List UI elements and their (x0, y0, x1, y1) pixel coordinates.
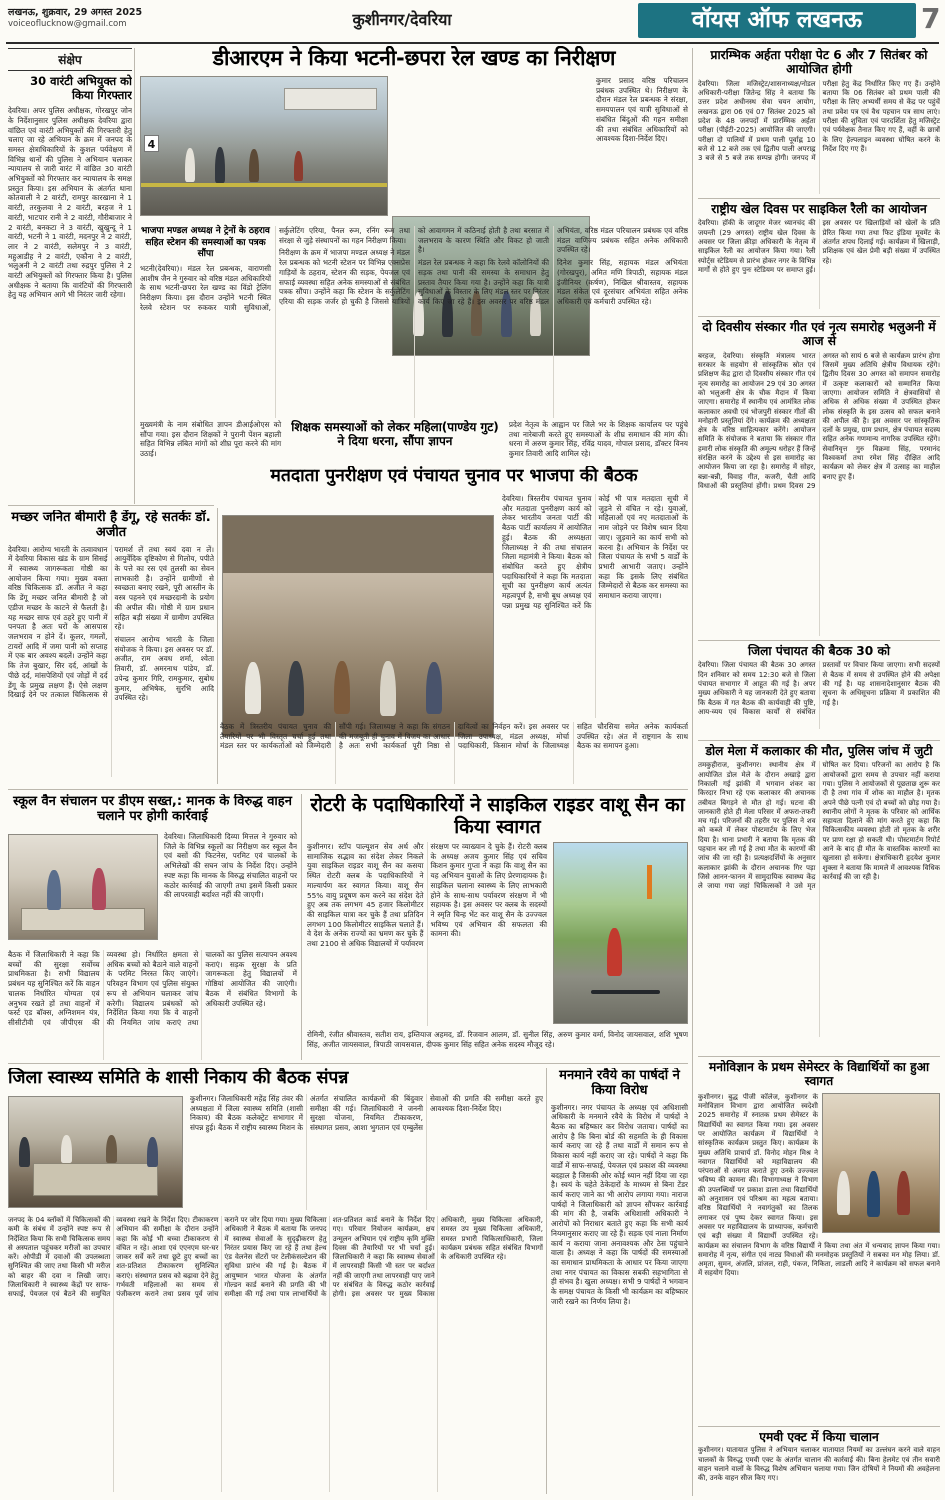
drm-lead-text: कुमार प्रसाद वरिष्ठ परिचालन प्रबंधक उपस्थित थे। निरीक्षण के दौरान मंडल रेल प्रबन्धक ने संरक्षा, समयपालन एवं यात्री सुविधाओं से संबंधित बिंदुओं की गहन समीक्षा की तथा संबंधित अधिकारियों को आवश्यक दिशा-निर्देश दिए। (596, 76, 688, 144)
article-pet-exam (698, 48, 940, 196)
dengue-headline: मच्छर जनित बीमारी है डेंगू, रहे सतर्कः डॉ. अजीत (11, 510, 211, 541)
photo-bjp-meeting (222, 515, 494, 737)
health-body-bottom: जनपद के 04 ब्लॉकों में चिकित्सकों की कमी के संबंध में उन्होंने स्पष्ट रूप से निर्देशित किया कि सभी चिकित्सक समय से अस्पताल पहुंचकर मरीजों का उपचार करें। ओपीडी में दवाओं की उपलब्धता सुनिश्चित की जाए तथा किसी भी मरीज को बाहर की दवा न लिखी जाए। जिलाधिकारी ने स्वास्थ्य केंद्रों पर साफ-सफाई, पेयजल एवं बैठने की समुचित व्यवस्था रखने के निर्देश दिए। टीकाकरण अभियान की समीक्षा के दौरान उन्होंने कहा कि कोई भी बच्चा टीकाकरण से वंचित न रहे। आशा एवं एएनएम घर-घर जाकर सर्वे करें तथा छूटे हुए बच्चों का शत-प्रतिशत टीकाकरण सुनिश्चित कराएं। संस्थागत प्रसव को बढ़ावा देने हेतु गर्भवती महिलाओं का समय से पंजीकरण कराने तथा प्रसव पूर्व जांच कराने पर जोर दिया गया। मुख्य चिकित्सा अधिकारी ने बैठक में बताया कि जनपद में स्वास्थ्य सेवाओं के सुदृढ़ीकरण हेतु निरंतर प्रयास किए जा रहे हैं तथा हेल्थ एंड वेलनेस सेंटरों पर टेलीकंसल्टेशन की सुविधा प्रारंभ की गई है। बैठक में आयुष्मान भारत योजना के अंतर्गत गोल्डन कार्ड बनाने की प्रगति की भी समीक्षा की गई तथा पात्र लाभार्थियों के शत-प्रतिशत कार्ड बनाने के निर्देश दिए गए। परिवार नियोजन कार्यक्रम, क्षय उन्मूलन अभियान एवं राष्ट्रीय कृमि मुक्ति दिवस की तैयारियों पर भी चर्चा हुई। जिलाधिकारी ने कहा कि स्वास्थ्य सेवाओं में लापरवाही किसी भी स्तर पर बर्दाश्त नहीं की जाएगी तथा लापरवाही पाए जाने पर संबंधित के विरुद्ध कठोर कार्रवाई होगी। इस अवसर पर मुख्य विकास अधिकारी, मुख्य चिकित्सा अधिकारी, समस्त उप मुख्य चिकित्सा अधिकारी, समस्त प्रभारी चिकित्साधिकारी, जिला कार्यक्रम प्रबंधक सहित संबंधित विभागों के अधिकारी उपस्थित रहे। (8, 1216, 543, 1299)
section-divider (8, 789, 688, 790)
section-divider (8, 505, 214, 506)
station-shelter (284, 88, 377, 110)
person-figure (294, 151, 303, 181)
conference-table (33, 1163, 158, 1196)
person-figure (19, 1137, 30, 1167)
person-figure (334, 661, 350, 714)
photo-dm-office (8, 834, 158, 940)
photo-health-meeting (8, 1096, 183, 1208)
article-councillor-protest (551, 1068, 688, 1494)
office-desk (21, 908, 145, 931)
protest-headline: मनमाने रवैये का पार्षदों ने किया विरोध (559, 1068, 680, 1099)
photo-cyclist (553, 842, 688, 1024)
drm-subhead: भाजपा मण्डल अध्यक्ष ने ट्रेनों के ठहराव सहित स्टेशन की समस्याओं का पत्रक सौंपा (141, 226, 270, 260)
school-van-row (8, 832, 297, 944)
photo-station-inspection (140, 76, 388, 216)
health-body-side: कुशीनगर। जिलाधिकारी महेंद्र सिंह तंवर की अध्यक्षता में जिला स्वास्थ्य समिति (शासी निकाय) की बैठक कलेक्ट्रेट सभागार में संपन्न हुई। बैठक में राष्ट्रीय स्वास्थ्य मिशन के अंतर्गत संचालित कार्यक्रमों की बिंदुवार समीक्षा की गई। जिलाधिकारी ने जननी सुरक्षा योजना, नियमित टीकाकरण, संस्थागत प्रसव, आशा भुगतान एवं एम्बुलेंस सेवाओं की प्रगति की समीक्षा करते हुए आवश्यक दिशा-निर्देश दिए। (190, 1094, 543, 1133)
section-divider (698, 1426, 940, 1427)
psych-headline: मनोविज्ञान के प्रथम सेमेस्टर के विद्यार्थियों का हुआ स्वागत (708, 1060, 930, 1089)
psych-body: कुशीनगर। बुद्ध पीजी कॉलेज, कुशीनगर के मनोविज्ञान विभाग द्वारा आयोजित स्वदेशी 2025 समारोह में स्नातक प्रथम सेमेस्टर के विद्यार्थियों का स्वागत किया गया। इस अवसर पर आयोजित कार्यक्रम में विद्यार्थियों ने सांस्कृतिक कार्यक्रम प्रस्तुत किए। कार्यक्रम के मुख्य अतिथि प्राचार्य डॉ. विनोद मोहन मिश्र ने नवागत विद्यार्थियों को महाविद्यालय की परंपराओं से अवगत कराते हुए उनके उज्ज्वल भविष्य की कामना की। विभागाध्यक्ष ने विभाग की उपलब्धियों पर प्रकाश डाला तथा विद्यार्थियों को अनुशासन एवं परिश्रम का महत्व बताया। वरिष्ठ विद्यार्थियों ने नवागंतुकों का तिलक लगाकर एवं पुष्प देकर स्वागत किया। इस अवसर पर महाविद्यालय के प्राध्यापक, कर्मचारी एवं बड़ी संख्या में विद्यार्थी उपस्थित रहे। कार्यक्रम का संचालन विभाग के वरिष्ठ विद्यार्थी ने किया तथा अंत में धन्यवाद ज्ञापन किया गया। समारोह में नृत्य, संगीत एवं नाट्य विधाओं की मनमोहक प्रस्तुतियों ने सबका मन मोह लिया। डॉ. अमृता, सुमन, अंजलि, प्रांजल, राही, पंकज, निकिता, लाडली आदि ने कार्यक्रम को सफल बनाने में सहयोग दिया। (698, 1092, 940, 1278)
bjp-headline: मतदाता पुनरीक्षण एवं पंचायत चुनाव पर भाजपा की बैठक (270, 466, 638, 486)
rally-body: देवरिया। हॉकी के जादूगर मेजर ध्यानचंद की जयन्ती (29 अगस्त) राष्ट्रीय खेल दिवस के अवसर पर जिला क्रीड़ा अधिकारी के नेतृत्व में साइकिल रैली का आयोजन किया गया। रैली स्पोर्ट्स स्टेडियम से प्रारंभ होकर नगर के विभिन्न मार्गों से होते हुए पुनः स्टेडियम पर समाप्त हुई। इस अवसर पर खिलाड़ियों को खेलों के प्रति प्रेरित किया गया तथा फिट इंडिया मूवमेंट के अंतर्गत शपथ दिलाई गई। कार्यक्रम में खिलाड़ी, प्रशिक्षक एवं खेल प्रेमी बड़ी संख्या में उपस्थित रहे। (698, 219, 940, 274)
bjp-body-side: देवरिया। त्रिस्तरीय पंचायत चुनाव और मतदाता पुनरीक्षण कार्य को लेकर भारतीय जनता पार्टी की बैठक पार्टी कार्यालय में आयोजित हुई। बैठक की अध्यक्षता जिलाध्यक्ष ने की तथा संचालन जिला महामंत्री ने किया। बैठक को संबोधित करते हुए क्षेत्रीय पदाधिकारियों ने कहा कि मतदाता सूची का पुनरीक्षण कार्य अत्यंत महत्वपूर्ण है, सभी बूथ अध्यक्ष एवं पन्ना प्रमुख यह सुनिश्चित करें कि कोई भी पात्र मतदाता सूची में जुड़ने से वंचित न रहे। युवाओं, महिलाओं एवं नए मतदाताओं के नाम जोड़ने पर विशेष ध्यान दिया जाए। जुड़वाने का कार्य सभी को करना है। अभियान के निर्देश पर जिला पंचायत के सभी 5 वार्डों के प्रभारी आभारी जताए। उन्होंने कहा कि इसके लिए संबंधित जिम्मेदारों से बैठक कर समस्या का समाधान कराया जाएगा। (502, 494, 688, 610)
person-figure (426, 662, 442, 714)
bjp-body-bottom: बैठक में त्रिस्तरीय पंचायत चुनाव की तैयारियों पर भी विस्तृत चर्चा हुई तथा मंडल स्तर पर कार्यकर्ताओं को जिम्मेदारी सौंपी गई। जिलाध्यक्ष ने कहा कि संगठन की मजबूती ही चुनाव में विजय का आधार है अतः सभी कार्यकर्ता पूरी निष्ठा से दायित्वों का निर्वहन करें। इस अवसर पर जिला उपाध्यक्ष, मंडल अध्यक्ष, मोर्चा पदाधिकारी, किसान मोर्चा के जिलाध्यक्ष सहित चौरसिया समेत अनेक कार्यकर्ता उपस्थित रहे। अंत में राष्ट्रगान के साथ बैठक का समापन हुआ। (220, 722, 688, 751)
drm-paragraph: मंडल रेल प्रबन्धक ने कहा कि रेलवे कॉलोनियों की सड़क तथा पानी की समस्या के समाधान हेतु प्रस्ताव तैयार किया गया है। उन्होंने कहा कि यात्री सुविधाओं के विस्तार के लिए मंडल स्तर पर निरंतर कार्य किए जा रहे हैं। इस अवसर पर वरिष्ठ मंडल अभियंता, वरिष्ठ मंडल परिचालन प्रबंधक एवं वरिष्ठ मंडल वाणिज्य प्रबंधक सहित अनेक अधिकारी उपस्थित रहे। (418, 226, 688, 306)
dharna-left-text: मुख्यमंत्री के नाम संबोधित ज्ञापन डीआईओएस को सौंपा गया। इस दौरान शिक्षकों ने पुरानी पेंशन बहाली सहित विभिन्न लंबित मांगों को शीघ्र पूरा करने की मांग उठाई। (140, 420, 282, 459)
school-van-body-side: देवरिया। जिलाधिकारी दिव्या मित्तल ने गुरुवार को जिले के विभिन्न स्कूलों का निरीक्षण कर स्कूल वैन एवं बसों की फिटनेस, परमिट एवं चालकों के अभिलेखों की सघन जांच के निर्देश दिए। उन्होंने स्पष्ट कहा कि मानक के विरुद्ध संचालित वाहनों पर कठोर कार्रवाई की जाएगी तथा इसमें किसी प्रकार की लापरवाही बर्दाश्त नहीं की जाएगी। (164, 832, 297, 900)
drm-photo-row (140, 76, 688, 218)
section-divider (8, 1063, 688, 1064)
masthead-rule (6, 42, 939, 44)
column-divider (217, 508, 218, 784)
article-bjp-meeting (220, 466, 688, 784)
photo-index-badge: 4 (144, 135, 159, 152)
dol-body: तमकुहीराज, कुशीनगर। स्थानीय क्षेत्र में आयोजित डोल मेले के दौरान अखाड़े द्वारा निकाली गई झांकी में भगवान शंकर का किरदार निभा रहे एक कलाकार की अचानक तबीयत बिगड़ने से मौत हो गई। घटना की जानकारी होते ही मेला परिसर में अफरा-तफरी मच गई। परिजनों की तहरीर पर पुलिस ने शव को कब्जे में लेकर पोस्टमार्टम के लिए भेज दिया है। थाना प्रभारी ने बताया कि मृतक की पहचान कर ली गई है तथा मौत के कारणों की जांच की जा रही है। प्रत्यक्षदर्शियों के अनुसार कलाकार झांकी के दौरान अचानक गिर पड़ा जिसे आनन-फानन में सामुदायिक स्वास्थ्य केंद्र ले जाया गया जहां चिकित्सकों ने उसे मृत घोषित कर दिया। परिजनों का आरोप है कि आयोजकों द्वारा समय से उपचार नहीं कराया गया। पुलिस ने आयोजकों से पूछताछ शुरू कर दी है तथा गांव में शोक का माहौल है। मृतक अपने पीछे पत्नी एवं दो बच्चों को छोड़ गया है। स्थानीय लोगों ने मृतक के परिवार को आर्थिक सहायता दिलाने की मांग करते हुए कहा कि चिकित्सकीय व्यवस्था होती तो मृतक के शरीर पर प्राण रक्षा हो सकती थी। पोस्टमार्टम रिपोर्ट आने के बाद ही मौत के वास्तविक कारणों का खुलासा हो सकेगा। क्षेत्राधिकारी हृदयेश कुमार शुक्ला ने बताया कि मामले में आवश्यक विधिक कार्रवाई की जा रही है। (698, 761, 940, 891)
section-divider (698, 198, 940, 199)
article-briefs (8, 48, 132, 504)
column-divider (692, 48, 693, 1496)
rotary-headline: रोटरी के पदाधिकारियों ने साइकिल राइडर वाशू सैन का किया स्वागत (310, 794, 685, 839)
person-figure (897, 1171, 910, 1215)
mv-headline: एमवी एक्ट में किया चालान (759, 1430, 879, 1444)
dharna-headline: शिक्षक समस्याओं को लेकर महिला(पाण्डेय गुट) ने दिया धरना, सौंपा ज्ञापन (291, 420, 499, 449)
cyclist-figure (607, 928, 622, 976)
drm-body (140, 226, 688, 418)
column-divider (546, 1068, 547, 1494)
person-figure (288, 661, 304, 716)
person-figure (867, 1171, 880, 1217)
sanskar-body: बरहज, देवरिया। संस्कृति मंत्रालय भारत सरकार के सहयोग से सांस्कृतिक स्रोत एवं प्रशिक्षण केंद्र द्वारा दो दिवसीय संस्कार गीत एवं नृत्य समारोह का आयोजन 29 एवं 30 अगस्त को भलुअनी क्षेत्र के चौक मैदान में किया जाएगा। समारोह में स्थानीय एवं आमंत्रित लोक कलाकार अवधी एवं भोजपुरी संस्कार गीतों की मनोहारी प्रस्तुतियां देंगे। कार्यक्रम की अध्यक्षता क्षेत्र के वरिष्ठ साहित्यकार करेंगे। आयोजन समिति के संयोजक ने बताया कि संस्कार गीत हमारी लोक संस्कृति की अमूल्य धरोहर हैं जिन्हें संरक्षित करने के उद्देश्य से इस समारोह का आयोजन किया जा रहा है। समारोह में सोहर, बन्ना-बन्नी, विवाह गीत, कजरी, चैती आदि विधाओं की प्रस्तुतियां होंगी। प्रथम दिवस 29 अगस्त को सायं 6 बजे से कार्यक्रम प्रारंभ होगा जिसमें मुख्य अतिथि क्षेत्रीय विधायक रहेंगे। द्वितीय दिवस 30 अगस्त को समापन समारोह में उत्कृष्ट कलाकारों को सम्मानित किया जाएगा। आयोजन समिति ने क्षेत्रवासियों से अधिक से अधिक संख्या में उपस्थित होकर लोक संस्कृति के इस उत्सव को सफल बनाने की अपील की है। इस अवसर पर सांस्कृतिक दलों के प्रमुख, ग्राम प्रधान, क्षेत्र पंचायत सदस्य सहित अनेक गणमान्य नागरिक उपस्थित रहेंगे। सेवानिवृत्त गुरु विक्रमा सिंह, परमानंद विश्वकर्मा तथा रमेश सिंह दीक्षित आदि कार्यक्रम को लेकर क्षेत्र में उत्साह का माहौल बनाए हुए हैं। (698, 351, 940, 490)
rotary-names: रोमिनी, रंजीत श्रीवास्तव, सतीश राय, इम्तियाज अहमद, डॉ. रिजवान आलम, डॉ. सुनील सिंह, अरुण कुमार वर्मा, विनोद जायसवाल, शशि भूषण सिंह, अजीत जायसवाल, त्रिपाठी जायसवाल, दीपक कुमार सिंह सहित अनेक सदस्य मौजूद रहे। (307, 1030, 688, 1049)
dengue-paragraph: संचालन आरोग्य भारती के जिला संयोजक ने किया। इस अवसर पर डॉ. अजीत, राम अवध शर्मा, श्वेता तिवारी, डॉ. अमरनाथ पांडेय, डॉ. उपेन्द्र कुमार गिरि, रामकुमार, सुबोध कुमार, अभिषेक, सुरभि आदि उपस्थित रहे। (114, 634, 214, 703)
article-zila-panchayat (698, 644, 940, 738)
article-psychology-welcome (698, 1060, 940, 1422)
bicycle-frame (591, 990, 660, 994)
briefs-label: संक्षेप (8, 48, 132, 71)
column-divider (301, 794, 302, 1060)
article-drm-inspection (140, 46, 688, 418)
zila-headline: जिला पंचायत की बैठक 30 को (747, 644, 891, 658)
dengue-paragraph: देवरिया। आरोग्य भारती के तत्वावधान में देवरिया विकास खंड के ग्राम सिसई में स्वास्थ्य जागरूकता गोष्ठी का आयोजन किया गया। मुख्य वक्ता वरिष्ठ चिकित्सक डॉ. अजीत ने कहा कि डेंगू मच्छर जनित बीमारी है जो एडीज मच्छर के काटने से फैलती है। यह मच्छर साफ एवं ठहरे हुए पानी में पनपता है अतः घरों के आसपास जलभराव न होने दें। कूलर, गमलों, टायरों आदि में जमा पानी को सप्ताह में एक बार अवश्य बदलें। उन्होंने कहा कि तेज बुखार, सिर दर्द, आंखों के पीछे दर्द, मांसपेशियों एवं जोड़ों में दर्द डेंगू के प्रमुख लक्षण हैं। ऐसे लक्षण दिखाई देने पर तत्काल चिकित्सक से परामर्श लें तथा स्वयं दवा न लें। आयुर्वेदिक दृष्टिकोण से गिलोय, पपीते के पत्ते का रस एवं तुलसी का सेवन लाभकारी है। उन्होंने ग्रामीणों से स्वच्छता बनाए रखने, पूरी आस्तीन के वस्त्र पहनने एवं मच्छरदानी के प्रयोग की अपील की। गोष्ठी में ग्राम प्रधान सहित बड़ी संख्या में ग्रामीण उपस्थित रहे। (8, 544, 214, 700)
section-divider (698, 640, 940, 641)
drm-paragraph: दिनेश कुमार सिंह, सहायक मंडल अभियंता (गोरखपुर), अमित मणि त्रिपाठी, सहायक मंडल इंजीनियर (कर्षण), निखिल श्रीवास्तव, सहायक मंडल संकेत एवं दूरसंचार अभियंता सहित अनेक अधिकारी एवं कर्मचारी उपस्थित रहे। (557, 258, 688, 306)
pet-body: देवरिया। जिला मजिस्ट्रेट/शासनाध्यक्ष/नोडल अधिकारी-परीक्षा जितेन्द्र सिंह ने बताया कि उत्तर प्रदेश अधीनस्थ सेवा चयन आयोग, लखनऊ द्वारा 06 एवं 07 सितंबर 2025 को प्रदेश के 48 जनपदों में प्रारम्भिक अर्हता परीक्षा (पीईटी-2025) आयोजित की जाएगी। परीक्षा दो पालियों में प्रथम पाली पूर्वाह्न 10 बजे से 12 बजे तक एवं द्वितीय पाली अपराह्न 3 बजे से 5 बजे तक सम्पन्न होगी। जनपद में परीक्षा हेतु केंद्र निर्धारित किए गए हैं। उन्होंने बताया कि 06 सितंबर को प्रथम पाली की परीक्षा के लिए अभ्यर्थी समय से केंद्र पर पहुंचें तथा प्रवेश पत्र एवं वैध पहचान पत्र साथ लाएं। परीक्षा की शुचिता एवं पारदर्शिता हेतु मजिस्ट्रेट एवं पर्यवेक्षक तैनात किए गए हैं, वहीं के छात्रों के लिए हेल्पलाइन व्यवस्था घोषित करने के निर्देश दिए गए हैं। (698, 79, 940, 163)
section-title: कुशीनगर/देवरिया (352, 10, 452, 29)
person-figure (380, 661, 396, 716)
person-figure (106, 1135, 117, 1163)
rotary-body: कुशीनगर। स्टॉप पाल्यूशन सेव अर्थ और सामाजिक सद्भाव का संदेश लेकर निकले युवा साइकिल राइडर वाशू सैन का कसया स्थित रोटरी क्लब के पदाधिकारियों ने माल्यार्पण कर स्वागत किया। वाशू सैन 55% वायु प्रदूषण कम करने का संदेश देते हुए अब तक लगभग 45 हजार किलोमीटर की साइकिल यात्रा कर चुके हैं तथा प्रतिदिन लगभग 100 किलोमीटर साइकिल चलाते हैं। वे देश के अनेक राज्यों का भ्रमण कर चुके हैं तथा 2100 से अधिक विद्यालयों में पर्यावरण संरक्षण पर व्याख्यान दे चुके हैं। रोटरी क्लब के अध्यक्ष अजय कुमार सिंह एवं सचिव किशन कुमार गुप्ता ने कहा कि वाशू सैन का यह अभियान युवाओं के लिए प्रेरणादायक है। साइकिल चलाना स्वास्थ्य के लिए लाभकारी होने के साथ-साथ पर्यावरण संरक्षण में भी सहायक है। इस अवसर पर क्लब के सदस्यों ने स्मृति चिन्ह भेंट कर वाशू सैन के उज्ज्वल भविष्य एवं अभियान की सफलता की कामना की। (307, 842, 547, 949)
briefs-headline: 30 वारंटी अभियुक्त को किया गिरफ्तार (30, 74, 132, 102)
flag (647, 865, 652, 899)
article-dengue (8, 510, 214, 784)
person-figure (185, 148, 195, 182)
person-figure (47, 870, 61, 910)
dharna-right-text: प्रदेश नेतृत्व के आह्वान पर जिले भर के शिक्षक कार्यालय पर पहुंचे तथा नारेबाजी करते हुए समस्याओं के शीघ्र समाधान की मांग की। धरना में अरुण कुमार सिंह, रविंद्र यादव, गोपाल प्रसाद, डॉक्टर विनय कुमार तिवारी आदि शामिल रहे। (508, 420, 688, 459)
zila-body: देवरिया। जिला पंचायत की बैठक 30 अगस्त दिन शनिवार को समय 12:30 बजे से जिला पंचायत सभागार में आहूत की गई है। अपर मुख्य अधिकारी ने यह जानकारी देते हुए बताया कि बैठक में गत बैठक की कार्यवाही की पुष्टि, आय-व्यय एवं विकास कार्यों से संबंधित प्रस्तावों पर विचार किया जाएगा। सभी सदस्यों से बैठक में समय से उपस्थित होने की अपेक्षा की गई है। यह शासनादेशानुसार बैठक की सूचना के अधिसूचना प्रक्रिया में प्रकाशित की गई है। (698, 661, 940, 716)
protest-body: कुशीनगर। नगर पंचायत के अध्यक्ष एवं अधिशासी अधिकारी के मनमाने रवैये के विरोध में पार्षदों ने बैठक का बहिष्कार कर विरोध जताया। पार्षदों का आरोप है कि बिना बोर्ड की सहमति के ही विकास कार्य कराए जा रहे हैं तथा वार्डों में समान रूप से विकास कार्य नहीं कराए जा रहे। पार्षदों ने कहा कि वार्डों में साफ-सफाई, पेयजल एवं प्रकाश की व्यवस्था बदहाल है जिसकी ओर कोई ध्यान नहीं दिया जा रहा है। स्वयं के चहेते ठेकेदारों के माध्यम से बिना टेंडर कार्य कराए जाने का भी आरोप लगाया गया। नाराज पार्षदों ने जिलाधिकारी को ज्ञापन सौंपकर कार्रवाई की मांग की है, जबकि अधिशासी अधिकारी ने आरोपों को निराधार बताते हुए कहा कि सभी कार्य नियमानुसार कराए जा रहे हैं। सड़क एवं नाला निर्माण कार्य न कराया जाना अनावश्यक और ठेस पहुंचाने वाला है। अध्यक्ष ने कहा कि पार्षदों की समस्याओं का समाधान प्राथमिकता के आधार पर किया जाएगा तथा नगर पंचायत का विकास सबकी सहभागिता से ही संभव है। खुला अध्यक्ष। सभी 9 पार्षदों ने भगवान के समक्ष पंचायत के किसी भी कार्यक्रम का बहिष्कार जारी रखने का निर्णय लिया है। (551, 1102, 688, 1306)
rally-headline: राष्ट्रीय खेल दिवस पर साइकिल रैली का आयोजन (711, 202, 927, 216)
drm-paragraph: भटनी(देवरिया)। मंडल रेल प्रबन्धक, वाराणसी आशीष जैन ने गुरुवार को वरिष्ठ मंडल अधिकारियों के साथ भटनी-छपरा रेल खण्ड का विंडो ट्रेलिंग निरीक्षण किया। इस दौरान उन्होंने भटनी स्थित रेलवे स्टेशन पर रुककर यात्री सुविधाओं, सर्कुलेटिंग एरिया, पैनल रूम, रनिंग रूम तथा संरक्षा से जुड़े संस्थापनों का गहन निरीक्षण किया। (140, 226, 410, 312)
article-mv-act (698, 1430, 940, 1494)
briefs-body: देवरिया। अपर पुलिस अधीक्षक, गोरखपुर जोन के निर्देशानुसार पुलिस अधीक्षक देवरिया द्वारा वांछित एवं वारंटी अभियुक्तों की गिरफ्तारी हेतु चलाए जा रहे अभियान के क्रम में जनपद के समस्त क्षेत्राधिकारियों के कुशल पर्यवेक्षण में विभिन्न थानों की पुलिस ने अभियान चलाकर न्यायालय से जारी वारंट में वांछित 30 वारंटी अभियुक्तों को गिरफ्तार कर न्यायालय के समक्ष प्रस्तुत किया। इस अभियान के अंतर्गत थाना कोतवाली ने 2 वारंटी, रामपुर कारखाना ने 1 वारंटी, तरकुलवा ने 2 वारंटी, बरहज ने 1 वारंटी, भाटपार रानी ने 2 वारंटी, गौरीबाजार ने 2 वारंटी, बनकटा ने 3 वारंटी, खुखुन्दू ने 1 वारंटी, भटनी ने 1 वारंटी, मदनपुर ने 2 वारंटी, लार ने 2 वारंटी, सलेमपुर ने 3 वारंटी, महुआडीह ने 2 वारंटी, एकौना ने 2 वारंटी, भलुअनी ने 2 वारंटी तथा रुद्रपुर पुलिस ने 2 वारंटी अभियुक्तों को गिरफ्तार किया है। पुलिस अधीक्षक ने बताया कि वारंटियों की गिरफ्तारी हेतु यह अभियान आगे भी निरंतर जारी रहेगा। (8, 106, 132, 300)
person-figure (61, 1135, 72, 1163)
pet-headline: प्रारम्भिक अर्हता परीक्षा पेट 6 और 7 सितंबर को आयोजित होगी (710, 48, 928, 77)
drm-paragraph: निरीक्षण के क्रम में भाजपा मण्डल अध्यक्ष ने मंडल रेल प्रबन्धक को भटनी स्टेशन पर विभिन्न एक्सप्रेस गाड़ियों के ठहराव, स्टेशन की सड़क, पेयजल एवं सफाई व्यवस्था सहित अनेक समस्याओं से संबंधित पत्रक सौंपा। उन्होंने कहा कि स्टेशन के सर्कुलेटिंग एरिया की सड़क जर्जर हो चुकी है जिससे यात्रियों को आवागमन में कठिनाई होती है तथा बरसात में जलभराव के कारण स्थिति और विकट हो जाती है। (279, 226, 549, 306)
section-divider (698, 740, 940, 741)
article-health-committee (8, 1068, 543, 1494)
mv-body: कुशीनगर। यातायात पुलिस ने अभियान चलाकर यातायात नियमों का उल्लंघन करने वाले वाहन चालकों के विरुद्ध एमवी एक्ट के अंतर्गत चालान की कार्रवाई की। बिना हेलमेट एवं तीन सवारी वाहन चलाने वालों के विरुद्ध विशेष अभियान चलाया गया। जिन दोषियों ने नियमों की अवहेलना की, उनके वाहन सीज किए गए। (698, 1446, 940, 1483)
person-figure (215, 147, 225, 183)
article-teacher-dharna (140, 420, 688, 464)
dol-headline: डोल मेला में कलाकार की मौत, पुलिस जांच में जुटी (705, 744, 933, 758)
article-school-van (8, 794, 297, 1060)
column-divider (134, 48, 135, 504)
wall-backdrop (223, 516, 493, 573)
masthead-dateline: लखनऊ, शुक्रवार, 29 अगस्त 2025 (8, 7, 143, 18)
platform-edge-line (141, 183, 387, 187)
article-rotary-cyclist (307, 794, 688, 1060)
drm-headline: डीआरएम ने किया भटनी-छपरा रेल खण्ड का निरीक्षण (212, 46, 616, 70)
page-number: 7 (921, 2, 941, 35)
health-row (8, 1094, 543, 1210)
person-figure (249, 149, 259, 182)
article-sanskar-geet (698, 320, 940, 638)
person-figure (245, 662, 261, 714)
health-headline: जिला स्वास्थ्य समिति के शासी निकाय की बैठक संपन्न (8, 1068, 349, 1088)
sanskar-headline: दो दिवसीय संस्कार गीत एवं नृत्य समारोह भलुअनी में आज से (702, 320, 936, 349)
school-van-headline: स्कूल वैन संचालन पर डीएम सख्त,: मानक के विरुद्ध वाहन चलाने पर होगी कार्रवाई (13, 794, 292, 825)
masthead-email: voiceoflucknow@gmail.com (8, 19, 127, 29)
person-figure (92, 868, 106, 910)
article-cycle-rally (698, 202, 940, 314)
school-van-body-bottom: बैठक में जिलाधिकारी ने कहा कि बच्चों की सुरक्षा सर्वोच्च प्राथमिकता है। सभी विद्यालय प्रबंधन यह सुनिश्चित करें कि वाहन चालक निर्धारित योग्यता एवं अनुभव रखते हों तथा वाहनों में फर्स्ट एड बॉक्स, अग्निशमन यंत्र, सीसीटीवी एवं जीपीएस की व्यवस्था हो। निर्धारित क्षमता से अधिक बच्चों को बैठाने वाले वाहनों के परमिट निरस्त किए जाएंगे। परिवहन विभाग एवं पुलिस संयुक्त रूप से अभियान चलाकर जांच करेगी। विद्यालय प्रबंधकों को निर्देशित किया गया कि वे वाहनों की नियमित जांच कराएं तथा चालकों का पुलिस सत्यापन अवश्य कराएं। सड़क सुरक्षा के प्रति जागरूकता हेतु विद्यालयों में गोष्ठियां आयोजित की जाएंगी। बैठक में संबंधित विभागों के अधिकारी उपस्थित रहे। (8, 950, 297, 1027)
section-divider (698, 316, 940, 317)
section-divider (698, 1056, 940, 1057)
rotary-row (307, 842, 688, 1026)
person-figure (147, 1137, 158, 1167)
photo-psychology-event (822, 1093, 940, 1233)
person-figure (837, 1171, 850, 1215)
article-dol-mela (698, 744, 940, 1054)
paper-name: वॉयस ऑफ लखनऊ (638, 3, 916, 38)
